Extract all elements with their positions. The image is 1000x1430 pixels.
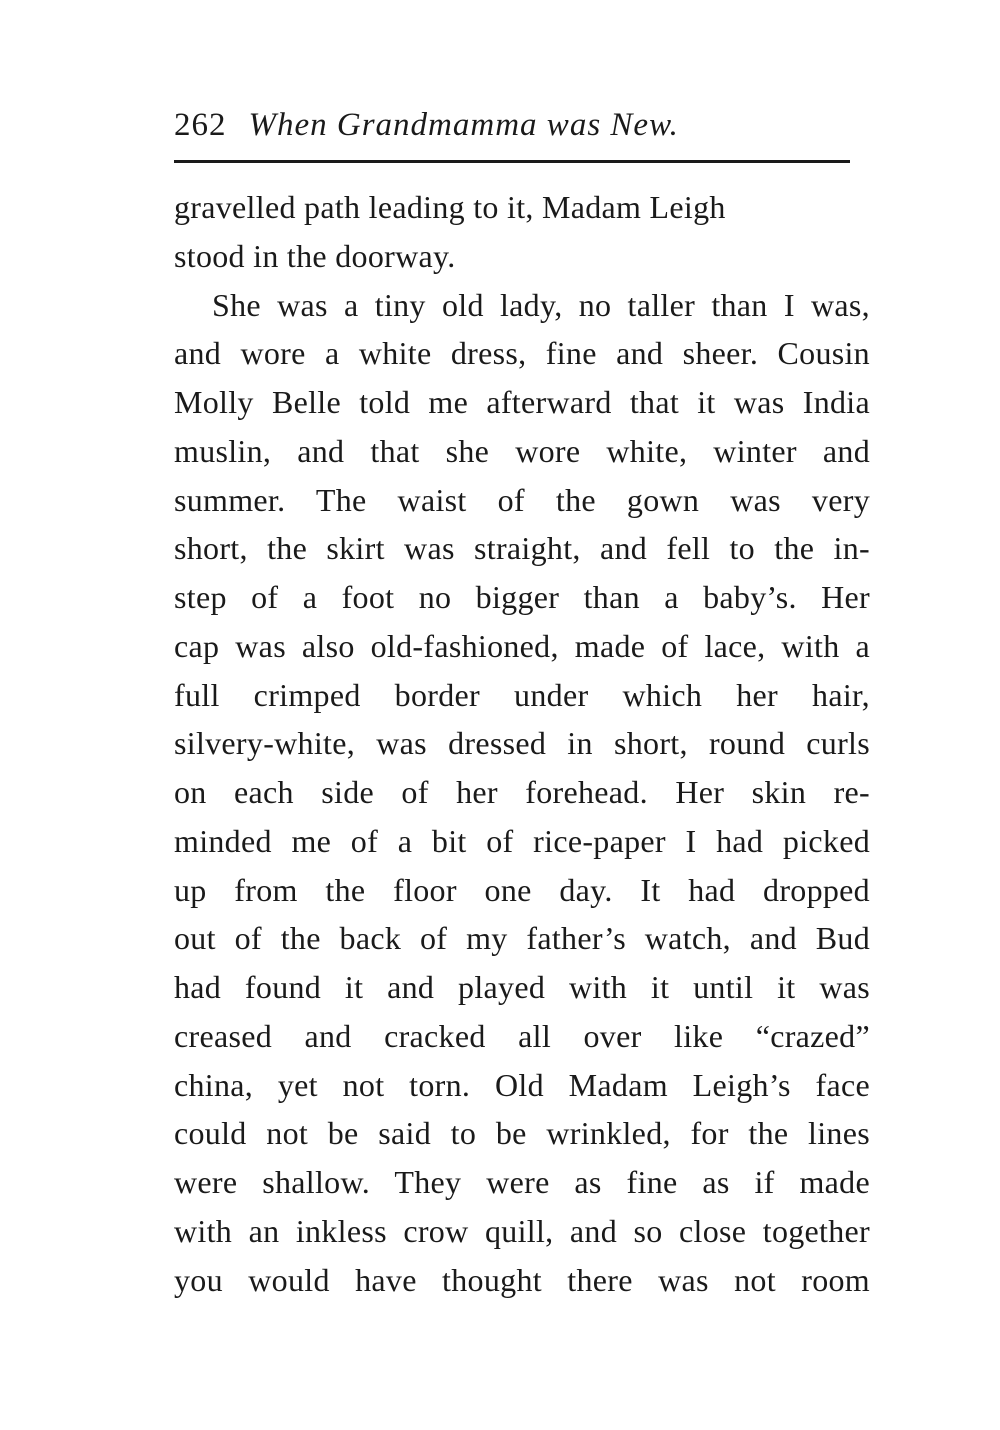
text-line: summer. The waist of the gown was very — [174, 481, 870, 518]
text-line: had found it and played with it until it was — [174, 969, 870, 1005]
text-line: silvery-white, was dressed in short, round curls — [174, 725, 870, 762]
text-line: short, the skirt was straight, and fell to the in- — [174, 530, 870, 567]
running-title: When Grandmamma was New. — [248, 107, 679, 143]
text-line: stood in the doorway. — [174, 237, 456, 274]
text-line: were shallow. They were as fine as if made — [174, 1164, 870, 1200]
body-text — [174, 183, 870, 1304]
page-header — [174, 100, 854, 150]
text-line: could not be said to be wrinkled, for the lines — [174, 1115, 870, 1152]
page-number: 262 — [174, 107, 227, 143]
text-line: with an inkless crow quill, and so close together — [174, 1212, 870, 1249]
text-line: step of a foot no bigger than a baby’s. Her — [174, 579, 870, 615]
text-line: on each side of her forehead. Her skin re- — [174, 774, 870, 810]
text-line: and wore a white dress, fine and sheer. Cousin — [174, 335, 870, 372]
text-line: Molly Belle told me afterward that it was India — [174, 384, 870, 420]
text-line: gravelled path leading to it, Madam Leigh — [174, 189, 726, 225]
text-line: muslin, and that she wore white, winter and — [174, 432, 870, 469]
text-line: out of the back of my father’s watch, and Bud — [174, 920, 870, 957]
text-line: cap was also old-fashioned, made of lace, with a — [174, 627, 870, 664]
header-rule — [174, 160, 850, 163]
text-line: up from the floor one day. It had dropped — [174, 871, 870, 908]
text-line: you would have thought there was not room — [174, 1261, 870, 1298]
text-line: full crimped border under which her hair, — [174, 676, 870, 713]
text-line: She was a tiny old lady, no taller than I was, — [212, 286, 870, 323]
text-line: creased and cracked all over like “crazed” — [174, 1017, 870, 1054]
text-line: minded me of a bit of rice-paper I had picked — [174, 822, 870, 859]
text-line: china, yet not torn. Old Madam Leigh’s face — [174, 1066, 870, 1103]
